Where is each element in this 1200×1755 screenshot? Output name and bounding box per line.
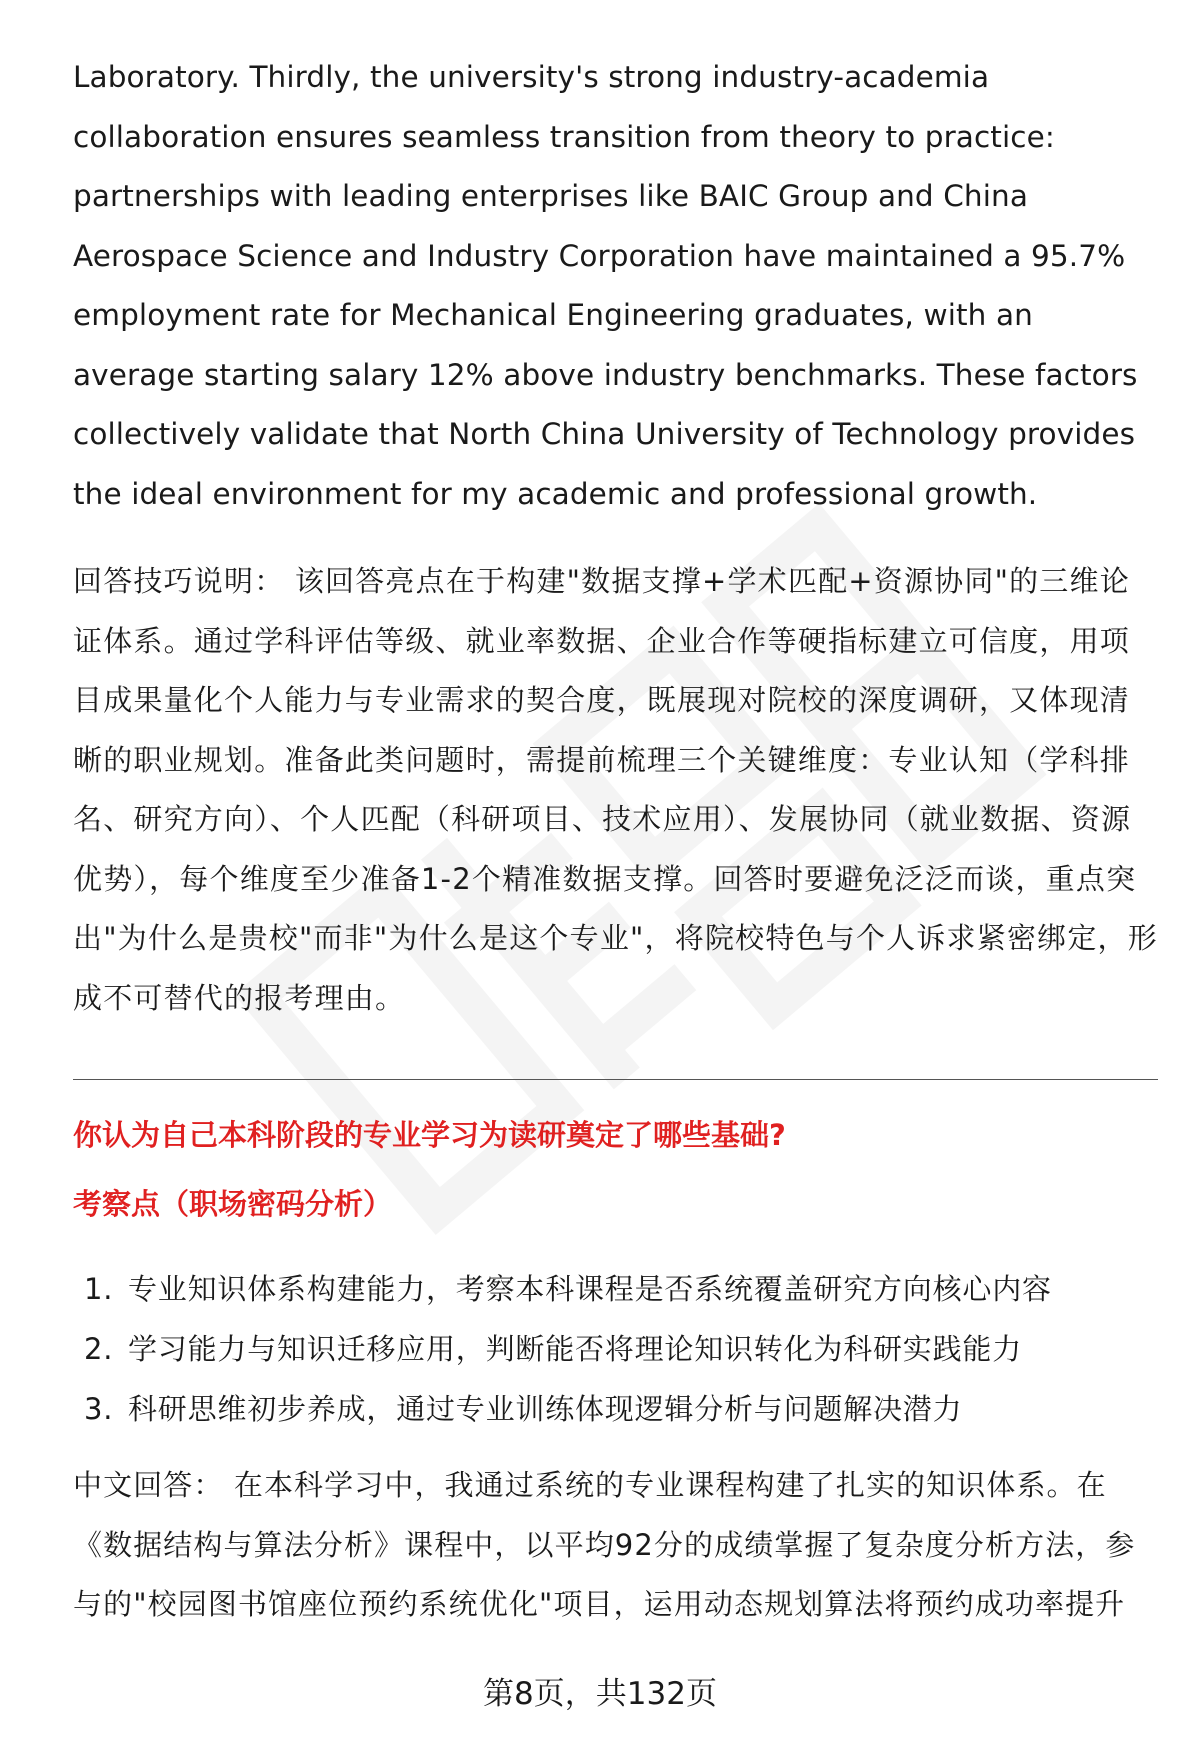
list-item-text: 科研思维初步养成，通过专业训练体现逻辑分析与问题解决潜力 bbox=[128, 1392, 963, 1426]
assessment-points-heading: 考察点（职场密码分析） bbox=[73, 1187, 393, 1221]
answer-tips-label: 回答技巧说明： bbox=[73, 564, 285, 598]
chinese-answer-text: 在本科学习中，我通过系统的专业课程构建了扎实的知识体系。在《数据结构与算法分析》课程中，以平均92分的成绩掌握了复杂度分析方法，参与的"校园图书馆座位预约系统优化"项目，运用动态规划算法将预约成功率提升 bbox=[73, 1468, 1136, 1621]
list-item bbox=[84, 1319, 1052, 1379]
list-item bbox=[84, 1259, 1052, 1319]
list-item-text: 学习能力与知识迁移应用，判断能否将理论知识转化为科研实践能力 bbox=[128, 1332, 1023, 1366]
list-item bbox=[84, 1379, 1052, 1439]
list-item-text: 专业知识体系构建能力，考察本科课程是否系统覆盖研究方向核心内容 bbox=[128, 1272, 1052, 1306]
chinese-answer-label: 中文回答： bbox=[73, 1468, 224, 1502]
answer-tips-text: 该回答亮点在于构建"数据支撑+学术匹配+资源协同"的三维论证体系。通过学科评估等级、就业率数据、企业合作等硬指标建立可信度，用项目成果量化个人能力与专业需求的契合度，既展现对院校的深度调研，又体现清晰的职业规划。准备此类问题时，需提前梳理三个关键维度：专业认知（学科排名、研究方向）、个人匹配（科研项目、技术应用）、发展协同（就业数据、资源优势），每个维度至少准备1-2个精准数据支撑。回答时要避免泛泛而谈，重点突出"为什么是贵校"而非"为什么是这个专业"，将院校特色与个人诉求紧密绑定，形成不可替代的报考理由。 bbox=[73, 564, 1158, 1015]
page-body bbox=[73, 48, 1158, 1028]
english-answer-paragraph: Laboratory. Thirdly, the university's strong industry-academia collaboration ensures seamless transition from theory to practice: partnerships with leading enterprises like BAIC Group and China Aerospace Science and Industry Corporation have maintained a 95.7% employment rate for Mechanical Engineering graduates, with an average starting salary 12% above industry benchmarks. These factors collectively validate that North China University of Technology provides the ideal environment for my academic and professional growth. bbox=[73, 60, 1138, 511]
section-divider bbox=[73, 1079, 1158, 1080]
answer-tips-paragraph bbox=[73, 552, 1158, 1028]
chinese-answer-paragraph bbox=[73, 1456, 1158, 1635]
list-item-number: 3. bbox=[84, 1392, 114, 1426]
page-number: 第8页，共132页 bbox=[483, 1676, 717, 1712]
question-heading: 你认为自己本科阶段的专业学习为读研奠定了哪些基础? bbox=[73, 1118, 786, 1152]
list-item-number: 2. bbox=[84, 1332, 114, 1366]
list-item-number: 1. bbox=[84, 1272, 114, 1306]
assessment-points-list bbox=[84, 1259, 1052, 1439]
